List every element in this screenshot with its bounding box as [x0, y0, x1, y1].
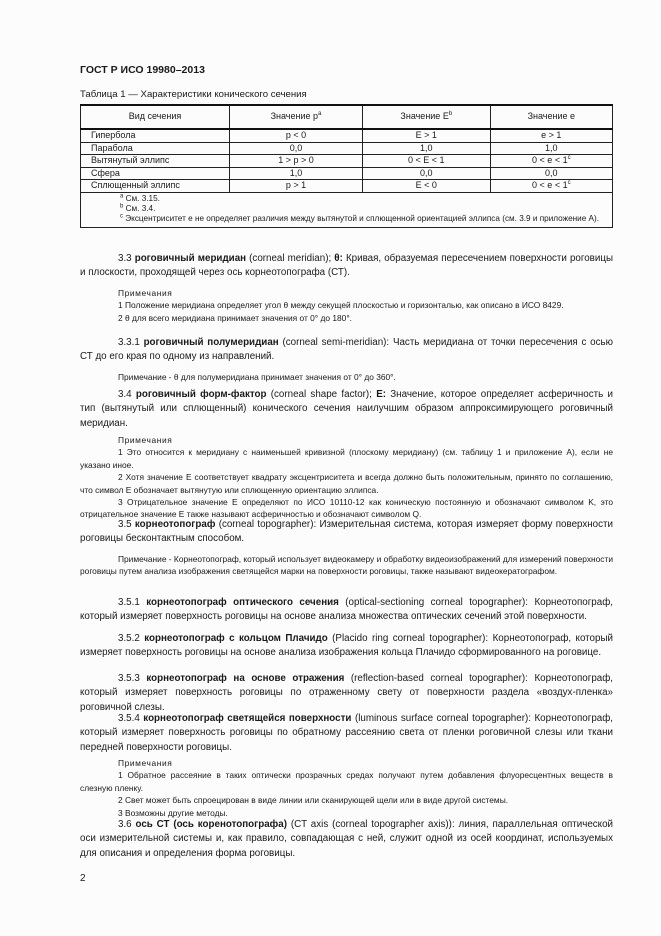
table-cell: $0 < e < 1^c$ — [490, 180, 612, 193]
col-header-e: Значение e — [490, 105, 612, 129]
table-cell: 1,0 — [490, 142, 612, 155]
table-cell: E < 0 — [362, 180, 490, 193]
table-row — [81, 155, 613, 168]
table-row — [81, 129, 613, 142]
notes-3-4: Примечания 1 Это относится к меридиану с наименьшей кривизной (плоскому меридиану) (см. таблицу 1 и приложение А), если не указано иное. 2 Хотя значение E соответствует квадрату эксцентриситета и всегда должно быть положительным, принято по соглашению, что символ E обозначает вытянутую или сплющенную ориентацию эллипса. 3 Отрицательное значение E определяют по ИСО 10110-12 как коническую постоянную и обозначают символом K, это отрицательное значение E также называют асферичностью и обозначают символом Q. — [80, 435, 613, 520]
note-3-3-1: Примечание - θ для полумеридиана принимает значения от 0° до 360°. — [118, 372, 396, 382]
term-3-5: 3.5 корнеотопограф (corneal topographer): Измерительная система, которая измеряет форму поверхности роговицы бесконтактным способом. — [80, 519, 613, 545]
term-3-3: 3.3 роговичный меридиан (corneal meridian); θ: Кривая, образуемая пересечением поверхности роговицы и плоскости, проходящей через ось корнеотопографа (СТ). — [80, 253, 613, 279]
conic-section-table — [80, 104, 613, 228]
col-header-type: Вид сечения — [81, 105, 230, 129]
col-header-p: Значение $p^a$ — [229, 105, 362, 129]
table-cell: 1,0 — [229, 167, 362, 180]
table-cell: 1,0 — [362, 142, 490, 155]
standard-header: ГОСТ Р ИСО 19980–2013 — [80, 64, 205, 76]
table-note: $^a$ См. 3.15. — [120, 192, 160, 203]
table-cell: 0 < E < 1 — [362, 155, 490, 168]
table-cell: Парабола — [81, 142, 230, 155]
table-cell: 0,0 — [490, 167, 612, 180]
table-cell: E > 1 — [362, 129, 490, 142]
table-note: $^c$ Эксцентриситет e не определяет различия между вытянутой и сплющенной ориентацией эллипса (см. 3.9 и приложение А). — [120, 213, 600, 224]
term-3-5-1: 3.5.1 корнеотопограф оптического сечения (optical-sectioning corneal topographer): Корнеотопограф, который измеряет поверхность роговицы на основе анализа множества оптических сечений этой поверхности. — [80, 597, 613, 623]
table-cell: p > 1 — [229, 180, 362, 193]
table-note: $^b$ См. 3.4. — [120, 203, 156, 213]
table-notes — [81, 192, 613, 227]
table-cell: Гипербола — [81, 129, 230, 142]
table-row — [81, 142, 613, 155]
notes-3-5-4: Примечания 1 Обратное рассеяние в таких оптически прозрачных средах получают путем добавления флуоресцентных веществ в слезную пленку. 2 Свет может быть спроецирован в виде линии или сканирующей щели или в виде другой системы. 3 Возможны другие методы. — [80, 758, 613, 818]
table-cell: $0 < e < 1^c$ — [490, 155, 612, 168]
table-cell: e > 1 — [490, 129, 612, 142]
table-cell: Сплющенный эллипс — [81, 180, 230, 193]
note-3-5: Примечание - Корнеотопограф, который использует видеокамеру и обработку видеоизображений для измерений поверхности роговицы путем анализа изображения светящейся марки на поверхности роговицы, также называют видеокератографом. — [80, 554, 613, 577]
term-3-6: 3.6 ось СТ (ось коренотопографа) (CT axis (corneal topographer axis)): линия, параллельная оптической оси измерительной системы и, как правило, совпадающая с ней, служит одной из осей координат, используемых для описания и определения форма роговицы. — [80, 819, 613, 859]
term-3-5-2: 3.5.2 корнеотопограф с кольцом Плачидо (Placido ring corneal topographer): Корнеотопограф, который измеряет поверхность роговицы на основе анализа изображения кольца Плачидо сформированного на роговице. — [80, 633, 613, 659]
term-3-5-4: 3.5.4 корнеотопограф светящейся поверхности (luminous surface corneal topographer): Корнеотопограф, который измеряет поверхность роговицы по обратному рассеянию света от пленки роговичной слезы или ткани передней поверхности роговицы. — [80, 713, 613, 753]
table-row — [81, 167, 613, 180]
page-number: 2 — [80, 873, 86, 884]
table-caption: Таблица 1 — Характеристики конического сечения — [80, 89, 307, 100]
table-cell: 0,0 — [229, 142, 362, 155]
table-cell: 0,0 — [362, 167, 490, 180]
term-3-5-3: 3.5.3 корнеотопограф на основе отражения (reflection-based corneal topographer): Корнеотопограф, который измеряет поверхность роговицы по отраженному свету от поверхности раздела «воздух-пленка» роговичной слезы. — [80, 673, 613, 713]
table-cell: p < 0 — [229, 129, 362, 142]
table-row — [81, 180, 613, 193]
table-header-row — [81, 105, 613, 129]
col-header-E: Значение $E^b$ — [362, 105, 490, 129]
table-cell: 1 > p > 0 — [229, 155, 362, 168]
term-3-3-1: 3.3.1 роговичный полумеридиан (corneal semi-meridian): Часть меридиана от точки пересечения с осью СТ до его края по одному из направлений. — [80, 337, 613, 363]
term-3-4: 3.4 роговичный форм-фактор (corneal shape factor); E: Значение, которое определяет асферичность и тип (вытянутый или сплющенный) конического сечения наилучшим образом аппроксимирующего роговичный меридиан. — [80, 389, 613, 429]
table-notes-row — [81, 192, 613, 227]
table-cell: Вытянутый эллипс — [81, 155, 230, 168]
notes-3-3: Примечания 1 Положение меридиана определяет угол θ между секущей плоскостью и горизонталью, как описано в ИСО 8429. 2 θ для всего меридиана принимает значения от 0° до 180°. — [118, 288, 564, 323]
table-cell: Сфера — [81, 167, 230, 180]
